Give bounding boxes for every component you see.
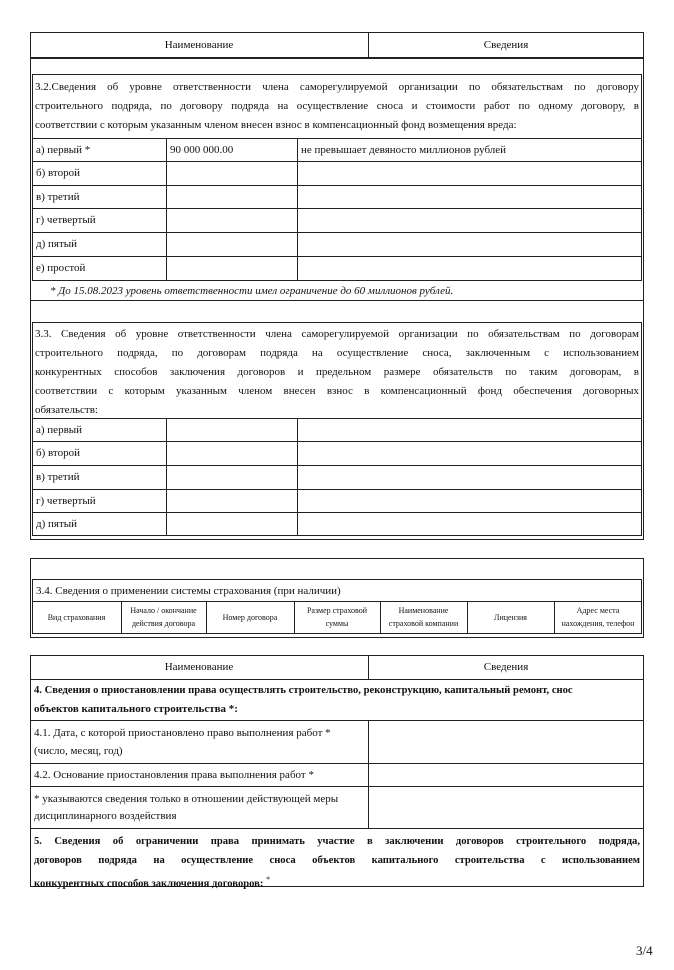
bottom-header-col2: Сведения: [483, 661, 529, 673]
divider: [30, 828, 644, 829]
column-header-sum-insured: [294, 604, 380, 630]
divider: [32, 601, 642, 602]
section-3-2-footnote: * До 15.08.2023 уровень ответственности имел ограничение до 60 миллионов рублей.: [50, 285, 454, 297]
column-header-contract-period: [121, 604, 206, 630]
table-row-label: а) первый *: [36, 144, 91, 156]
column-header-text: Наименование: [398, 606, 449, 615]
column-header-text: Адрес места: [576, 606, 620, 615]
divider: [32, 441, 642, 442]
section-3-3-line-5: обязательств:: [35, 404, 98, 416]
column-header-text: нахождения, телефон: [561, 619, 635, 628]
section-5-line-2: договоров подряда на осуществление сноса объектов капитального строительства с использованием: [34, 855, 640, 866]
section-4-1-line-1: 4.1. Дата, с которой приостановлено право выполнения работ *: [34, 727, 331, 739]
divider: [32, 138, 642, 139]
column-header-insurance-type: [32, 611, 121, 624]
divider: [166, 418, 167, 536]
section-3-4-title: 3.4. Сведения о применении системы страхования (при наличии): [36, 585, 341, 597]
divider: [32, 489, 642, 490]
section-5-line-3-wrap: [34, 870, 640, 894]
divider: [30, 720, 644, 721]
column-header-text: действия договора: [131, 619, 196, 628]
top-header-col2: Сведения: [483, 39, 529, 51]
column-header-text: Размер страховой: [306, 606, 368, 615]
column-header-text: Номер договора: [222, 613, 278, 622]
section-3-3-line-4: соответствии с которым указанным членом внесен взнос в компенсационный фонд обеспечения договорных: [35, 385, 639, 397]
table-row-label: е) простой: [36, 262, 86, 274]
table-row-label: в) третий: [36, 471, 80, 483]
section-4-2-label: 4.2. Основание приостановления права выполнения работ *: [34, 769, 314, 781]
section-5-asterisk: *: [266, 875, 271, 884]
column-header-text: Вид страхования: [47, 613, 106, 622]
divider: [297, 138, 298, 281]
divider: [30, 786, 644, 787]
divider: [32, 185, 642, 186]
divider: [30, 763, 644, 764]
divider: [32, 418, 642, 419]
table-row-label: г) четвертый: [36, 495, 96, 507]
bottom-header-col1: Наименование: [164, 661, 234, 673]
column-header-insurer-name: [380, 604, 467, 630]
divider: [30, 679, 644, 680]
table-row-label: б) второй: [36, 167, 80, 179]
divider: [30, 300, 644, 301]
table-row-label: в) третий: [36, 191, 80, 203]
column-header-license: [467, 611, 554, 624]
section-3-3-line-1: 3.3. Сведения об уровне ответственности члена саморегулируемой организации по обязательствам по договорам: [35, 328, 639, 340]
section-4-1-line-2: (число, месяц, год): [34, 745, 123, 757]
section-3-3-line-3: конкурентных способов заключения договоров и предельном размере обязательств по таким договорам, в: [35, 366, 639, 378]
column-header-contract-number: [206, 611, 294, 624]
top-header-col1: Наименование: [164, 39, 234, 51]
section-3-3-text: [35, 325, 639, 420]
divider: [32, 232, 642, 233]
section-4-title-line-2: объектов капитального строительства *:: [34, 703, 238, 715]
divider: [32, 208, 642, 209]
page-number: 3/4: [636, 943, 653, 958]
column-header-text: Начало / окончание: [130, 606, 197, 615]
divider: [32, 161, 642, 162]
column-header-address: [554, 604, 642, 630]
table-row-note: не превышает девяносто миллионов рублей: [301, 144, 507, 156]
table-row-label: д) пятый: [36, 238, 78, 250]
section-3-3-line-2: строительного подряда, по договорам подряда на осуществление сноса, заключенным с использованием: [35, 347, 639, 359]
section-3-2-line-3: соответствии с которым указанным членом внесен взнос в компенсационный фонд возмещения вреда:: [35, 119, 517, 131]
table-row-label: б) второй: [36, 447, 80, 459]
column-header-text: суммы: [325, 619, 349, 628]
section-3-2-line-2: строительного подряда, по договору подряда на осуществление сноса и стоимости работ по одному договору, в: [35, 100, 639, 112]
section-4-note-line-1: * указываются сведения только в отношении действующей меры: [34, 793, 339, 805]
section-5-line-1: 5. Сведения об ограничении права принимать участие в заключении договоров строительного подряда,: [34, 836, 640, 847]
divider: [368, 720, 369, 828]
table-row-label: д) пятый: [36, 518, 78, 530]
section-5-line-3: конкурентных способов заключения договоров:: [34, 878, 264, 890]
section-4-note-line-2: дисциплинарного воздействия: [34, 810, 177, 822]
section-3-2-text: [35, 78, 639, 135]
section-3-2-line-1: 3.2.Сведения об уровне ответственности члена саморегулируемой организации по обязательствам по договору: [35, 81, 639, 93]
divider: [166, 138, 167, 281]
column-header-text: Лицензия: [494, 613, 527, 622]
divider: [297, 418, 298, 536]
table-row-value: 90 000 000.00: [170, 144, 234, 156]
divider: [32, 512, 642, 513]
section-4-title-line-1: 4. Сведения о приостановлении права осуществлять строительство, реконструкцию, капитальный ремонт, снос: [34, 685, 573, 696]
table-row-label: а) первый: [36, 424, 83, 436]
divider: [32, 465, 642, 466]
column-header-text: страховой компании: [388, 619, 459, 628]
divider: [32, 256, 642, 257]
section-5-text: [34, 832, 640, 894]
table-row-label: г) четвертый: [36, 214, 96, 226]
